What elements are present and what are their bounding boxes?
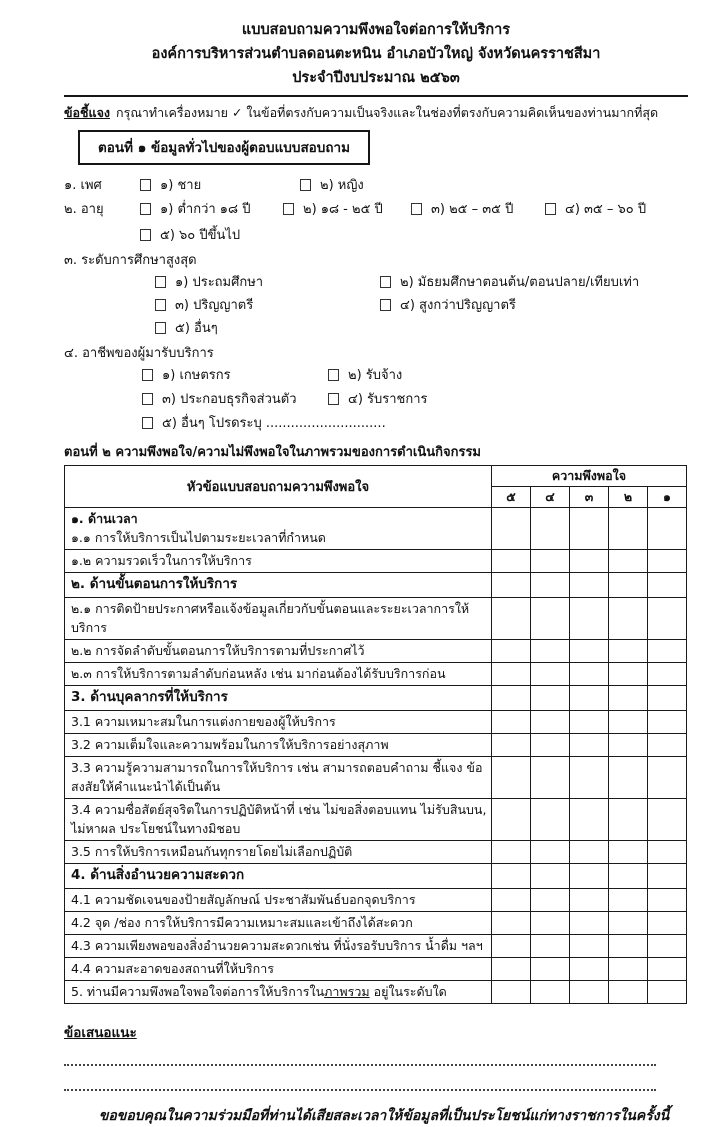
- header-divider: [64, 95, 688, 97]
- topic-cell: ๒.๑ การติดป้ายประกาศหรือแจ้งข้อมูลเกี่ยวกับขั้นตอนและระยะเวลาการให้บริการ: [65, 598, 492, 640]
- rating-cell[interactable]: [609, 686, 648, 711]
- rating-cell[interactable]: [609, 981, 648, 1004]
- instruction-text: กรุณาทำเครื่องหมาย ✓ ในข้อที่ตรงกับความเป็นจริงและในช่องที่ตรงกับความคิดเห็นของท่านมากที่สุด: [116, 105, 659, 120]
- table-row: [65, 711, 687, 734]
- checkbox-icon[interactable]: [380, 276, 391, 288]
- rating-cell[interactable]: [492, 508, 531, 550]
- rating-cell[interactable]: [531, 958, 570, 981]
- rating-cell[interactable]: [492, 550, 531, 573]
- table-row: [65, 686, 687, 711]
- question-gender-label: ๑. เพศ: [64, 178, 102, 193]
- rating-level-5: ๕: [492, 487, 531, 508]
- rating-cell[interactable]: [531, 912, 570, 935]
- rating-cell[interactable]: [648, 663, 687, 686]
- rating-cell[interactable]: [609, 935, 648, 958]
- rating-cell[interactable]: [648, 958, 687, 981]
- rating-cell[interactable]: [531, 598, 570, 640]
- rating-cell[interactable]: [609, 912, 648, 935]
- topic-cell: 4. ด้านสิ่งอำนวยความสะดวก: [65, 864, 492, 889]
- option-occupation-2[interactable]: [328, 367, 688, 385]
- question-occupation-label: ๔. อาชีพของผู้มารับบริการ: [64, 346, 214, 361]
- rating-cell[interactable]: [492, 598, 531, 640]
- rating-cell[interactable]: [570, 711, 609, 734]
- rating-cell[interactable]: [492, 981, 531, 1004]
- rating-cell[interactable]: [492, 864, 531, 889]
- table-row: [65, 734, 687, 757]
- checkbox-icon[interactable]: [411, 203, 422, 215]
- checkbox-icon[interactable]: [155, 276, 166, 288]
- rating-cell[interactable]: [570, 598, 609, 640]
- checkbox-icon[interactable]: [155, 299, 166, 311]
- rating-cell[interactable]: [570, 734, 609, 757]
- rating-cell[interactable]: [570, 757, 609, 799]
- table-row: [65, 598, 687, 640]
- rating-cell[interactable]: [609, 734, 648, 757]
- part1-title-box: [78, 130, 370, 165]
- satisfaction-table: [64, 465, 687, 1004]
- rating-level-1: ๑: [648, 487, 687, 508]
- rating-cell[interactable]: [492, 889, 531, 912]
- rating-cell[interactable]: [531, 573, 570, 598]
- rating-cell[interactable]: [570, 889, 609, 912]
- topic-cell: 4.2 จุด /ช่อง การให้บริการมีความเหมาะสมและเข้าถึงได้สะดวก: [65, 912, 492, 935]
- rating-cell[interactable]: [492, 734, 531, 757]
- option-label: ๓) ปริญญาตรี: [175, 298, 254, 313]
- rating-cell[interactable]: [570, 864, 609, 889]
- option-age-4[interactable]: [545, 201, 646, 219]
- rating-cell[interactable]: [609, 508, 648, 550]
- topic-cell: 4.1 ความชัดเจนของป้ายสัญลักษณ์ ประชาสัมพันธ์บอกจุดบริการ: [65, 889, 492, 912]
- option-education-1[interactable]: [155, 274, 380, 292]
- rating-cell[interactable]: [531, 757, 570, 799]
- rating-cell[interactable]: [492, 799, 531, 841]
- topic-cell: 3.3 ความรู้ความสามารถในการให้บริการ เช่น สามารถตอบคำถาม ชี้แจง ข้อสงสัยให้คำแนะนำได้เป็นต้น: [65, 757, 492, 799]
- rating-cell[interactable]: [570, 958, 609, 981]
- table-row: [65, 889, 687, 912]
- rating-cell[interactable]: [492, 841, 531, 864]
- table-row: [65, 958, 687, 981]
- rating-cell[interactable]: [648, 864, 687, 889]
- rating-cell[interactable]: [570, 550, 609, 573]
- option-label: ๒) รับจ้าง: [348, 368, 403, 383]
- rating-cell[interactable]: [609, 640, 648, 663]
- checkbox-icon[interactable]: [300, 179, 311, 191]
- table-row: [65, 841, 687, 864]
- rating-cell[interactable]: [531, 663, 570, 686]
- part1-title: ตอนที่ ๑ ข้อมูลทั่วไปของผู้ตอบแบบสอบถาม: [98, 140, 351, 156]
- rating-cell[interactable]: [492, 640, 531, 663]
- option-age-2[interactable]: [283, 201, 411, 219]
- rating-cell[interactable]: [648, 799, 687, 841]
- table-row: [65, 799, 687, 841]
- checkbox-icon[interactable]: [155, 322, 166, 334]
- rating-cell[interactable]: [609, 663, 648, 686]
- checkbox-icon[interactable]: [140, 203, 151, 215]
- rating-cell[interactable]: [609, 799, 648, 841]
- rating-cell[interactable]: [609, 598, 648, 640]
- option-age-1[interactable]: [140, 201, 283, 219]
- option-label: ๑) เกษตรกร: [162, 368, 231, 383]
- topic-cell: 3.1 ความเหมาะสมในการแต่งกายของผู้ให้บริการ: [65, 711, 492, 734]
- rating-cell[interactable]: [531, 686, 570, 711]
- rating-cell[interactable]: [531, 841, 570, 864]
- topic-cell: 3.2 ความเต็มใจและความพร้อมในการให้บริการอย่างสุภาพ: [65, 734, 492, 757]
- topic-cell: 3. ด้านบุคลากรที่ให้บริการ: [65, 686, 492, 711]
- topic-cell: 4.3 ความเพียงพอของสิ่งอำนวยความสะดวกเช่น ที่นั่งรอรับบริการ น้ำดื่ม ฯลฯ: [65, 935, 492, 958]
- rating-cell[interactable]: [531, 508, 570, 550]
- rating-level-2: ๒: [609, 487, 648, 508]
- question-gender: [64, 177, 688, 195]
- table-row: [65, 981, 687, 1004]
- rating-cell[interactable]: [531, 711, 570, 734]
- rating-cell[interactable]: [492, 711, 531, 734]
- checkbox-icon[interactable]: [283, 203, 294, 215]
- table-row: [65, 550, 687, 573]
- rating-cell[interactable]: [609, 864, 648, 889]
- satisfaction-table-body: [65, 508, 687, 1004]
- suggestions-write-line[interactable]: [64, 1045, 656, 1066]
- rating-level-4: ๔: [531, 487, 570, 508]
- option-label: ๓) ประกอบธุรกิจส่วนตัว: [162, 392, 297, 407]
- rating-cell[interactable]: [648, 686, 687, 711]
- option-label: ๓) ๒๕ – ๓๕ ปี: [431, 202, 514, 217]
- question-occupation: [64, 345, 688, 433]
- rating-cell[interactable]: [570, 573, 609, 598]
- checkbox-icon[interactable]: [142, 417, 153, 429]
- topic-cell: ๒.๒ การจัดลำดับขั้นตอนการให้บริการตามที่ประกาศไว้: [65, 640, 492, 663]
- rating-cell[interactable]: [648, 912, 687, 935]
- document-title: แบบสอบถามความพึงพอใจต่อการให้บริการ: [241, 22, 511, 38]
- instruction-line: [64, 104, 688, 121]
- option-education-2[interactable]: [380, 274, 688, 292]
- rating-cell[interactable]: [531, 864, 570, 889]
- option-label: ๕) อื่นๆ โปรดระบุ .............................: [162, 416, 386, 431]
- table-row: [65, 912, 687, 935]
- topic-cell: 3.4 ความซื่อสัตย์สุจริตในการปฏิบัติหน้าที่ เช่น ไม่ขอสิ่งตอบแทน ไม่รับสินบน, ไม่หาผล ประโยชน์ในทางมิชอบ: [65, 799, 492, 841]
- rating-cell[interactable]: [609, 841, 648, 864]
- rating-cell[interactable]: [609, 573, 648, 598]
- option-label: ๒) มัธยมศึกษาตอนต้น/ตอนปลาย/เทียบเท่า: [400, 275, 640, 290]
- rating-cell[interactable]: [531, 734, 570, 757]
- checkbox-icon[interactable]: [142, 393, 153, 405]
- rating-cell[interactable]: [531, 889, 570, 912]
- rating-cell[interactable]: [648, 981, 687, 1004]
- checkbox-icon[interactable]: [140, 229, 151, 241]
- option-label: ๔) สูงกว่าปริญญาตรี: [400, 298, 516, 313]
- topic-column-header: หัวข้อแบบสอบถามความพึงพอใจ: [65, 466, 492, 508]
- option-label: ๑) ประถมศึกษา: [175, 275, 264, 290]
- option-education-3[interactable]: [155, 297, 380, 315]
- rating-cell[interactable]: [531, 550, 570, 573]
- option-label: ๔) ๓๕ – ๖๐ ปี: [565, 202, 647, 217]
- rating-cell[interactable]: [570, 508, 609, 550]
- table-row: [65, 573, 687, 598]
- rating-cell[interactable]: [570, 799, 609, 841]
- table-row: [65, 864, 687, 889]
- table-row: [65, 757, 687, 799]
- thank-you-note: ขอขอบคุณในความร่วมมือที่ท่านได้เสียสละเวลาให้ข้อมูลที่เป็นประโยชน์แก่ทางราชการในครั้งนี้: [98, 1108, 670, 1124]
- rating-cell[interactable]: [648, 598, 687, 640]
- fiscal-year: ประจำปีงบประมาณ ๒๕๖๓: [292, 70, 460, 86]
- option-label: ๒) หญิง: [320, 178, 364, 193]
- table-header-row-1: [65, 466, 687, 487]
- rating-cell[interactable]: [648, 508, 687, 550]
- rating-cell[interactable]: [492, 958, 531, 981]
- rating-cell[interactable]: [492, 686, 531, 711]
- part2-title: ตอนที่ ๒ ความพึงพอใจ/ความไม่พึงพอใจในภาพรวมของการดำเนินกิจกรรม: [64, 445, 482, 460]
- rating-cell[interactable]: [531, 935, 570, 958]
- rating-cell[interactable]: [531, 799, 570, 841]
- rating-cell[interactable]: [492, 912, 531, 935]
- option-occupation-1[interactable]: [142, 367, 328, 385]
- rating-cell[interactable]: [570, 912, 609, 935]
- rating-cell[interactable]: [570, 640, 609, 663]
- rating-cell[interactable]: [570, 841, 609, 864]
- option-age-5[interactable]: [140, 227, 240, 245]
- topic-cell: ๒.๓ การให้บริการตามลำดับก่อนหลัง เช่น มาก่อนต้องได้รับบริการก่อน: [65, 663, 492, 686]
- option-gender-male[interactable]: [140, 177, 300, 195]
- rating-cell[interactable]: [648, 841, 687, 864]
- table-row: [65, 508, 687, 550]
- rating-cell[interactable]: [648, 889, 687, 912]
- topic-cell: ๑.๒ ความรวดเร็วในการให้บริการ: [65, 550, 492, 573]
- document-header: [64, 18, 688, 90]
- option-label: ๑) ชาย: [160, 178, 202, 193]
- rating-cell[interactable]: [492, 757, 531, 799]
- topic-cell: 5. ท่านมีความพึงพอใจพอใจต่อการให้บริการในภาพรวม อยู่ในระดับใด: [65, 981, 492, 1004]
- suggestions-label: ข้อเสนอแนะ: [64, 1025, 137, 1041]
- option-occupation-3[interactable]: [142, 391, 328, 409]
- table-row: [65, 663, 687, 686]
- option-occupation-4[interactable]: [328, 391, 688, 409]
- option-education-4[interactable]: [380, 297, 688, 315]
- organization-name: องค์การบริหารส่วนตำบลดอนตะหนิน อำเภอบัวใหญ่ จังหวัดนครราชสีมา: [151, 46, 601, 62]
- option-education-5[interactable]: [155, 320, 380, 338]
- rating-cell[interactable]: [609, 550, 648, 573]
- option-label: ๕) ๖๐ ปีขึ้นไป: [160, 228, 241, 243]
- option-label: ๑) ต่ำกว่า ๑๘ ปี: [160, 202, 251, 217]
- table-row: [65, 640, 687, 663]
- topic-cell: 3.5 การให้บริการเหมือนกันทุกรายโดยไม่เลือกปฏิบัติ: [65, 841, 492, 864]
- checkbox-icon[interactable]: [142, 369, 153, 381]
- rating-cell[interactable]: [648, 757, 687, 799]
- topic-cell: ๑. ด้านเวลา ๑.๑ การให้บริการเป็นไปตามระยะเวลาที่กำหนด: [65, 508, 492, 550]
- option-label: ๕) อื่นๆ: [175, 321, 218, 336]
- option-occupation-5[interactable]: [142, 415, 386, 433]
- checkbox-icon[interactable]: [380, 299, 391, 311]
- rating-cell[interactable]: [492, 935, 531, 958]
- option-gender-female[interactable]: [300, 177, 364, 195]
- question-age-label: ๒. อายุ: [64, 202, 104, 217]
- topic-cell: ๒. ด้านขั้นตอนการให้บริการ: [65, 573, 492, 598]
- rating-cell[interactable]: [648, 640, 687, 663]
- rating-cell[interactable]: [531, 640, 570, 663]
- rating-cell[interactable]: [609, 711, 648, 734]
- rating-cell[interactable]: [648, 573, 687, 598]
- question-age: [64, 201, 688, 245]
- rating-cell[interactable]: [531, 981, 570, 1004]
- rating-cell[interactable]: [648, 734, 687, 757]
- question-education-label: ๓. ระดับการศึกษาสูงสุด: [64, 253, 197, 268]
- checkbox-icon[interactable]: [140, 179, 151, 191]
- rating-cell[interactable]: [570, 686, 609, 711]
- rating-cell[interactable]: [570, 935, 609, 958]
- rating-cell[interactable]: [648, 550, 687, 573]
- option-age-3[interactable]: [411, 201, 545, 219]
- rating-cell[interactable]: [609, 757, 648, 799]
- table-row: [65, 935, 687, 958]
- question-education: [64, 252, 688, 338]
- rating-cell[interactable]: [570, 981, 609, 1004]
- instruction-label: ข้อชี้แจง: [64, 105, 111, 120]
- checkbox-icon[interactable]: [328, 369, 339, 381]
- rating-group-header: ความพึงพอใจ: [492, 466, 687, 487]
- checkbox-icon[interactable]: [545, 203, 556, 215]
- rating-level-3: ๓: [570, 487, 609, 508]
- rating-cell[interactable]: [609, 958, 648, 981]
- rating-cell[interactable]: [648, 935, 687, 958]
- rating-cell[interactable]: [492, 663, 531, 686]
- rating-cell[interactable]: [492, 573, 531, 598]
- option-label: ๒) ๑๘ - ๒๕ ปี: [303, 202, 383, 217]
- rating-cell[interactable]: [609, 889, 648, 912]
- rating-cell[interactable]: [648, 711, 687, 734]
- topic-cell: 4.4 ความสะอาดของสถานที่ให้บริการ: [65, 958, 492, 981]
- suggestions-write-line[interactable]: [64, 1070, 656, 1091]
- option-label: ๔) รับราชการ: [348, 392, 428, 407]
- checkbox-icon[interactable]: [328, 393, 339, 405]
- rating-cell[interactable]: [570, 663, 609, 686]
